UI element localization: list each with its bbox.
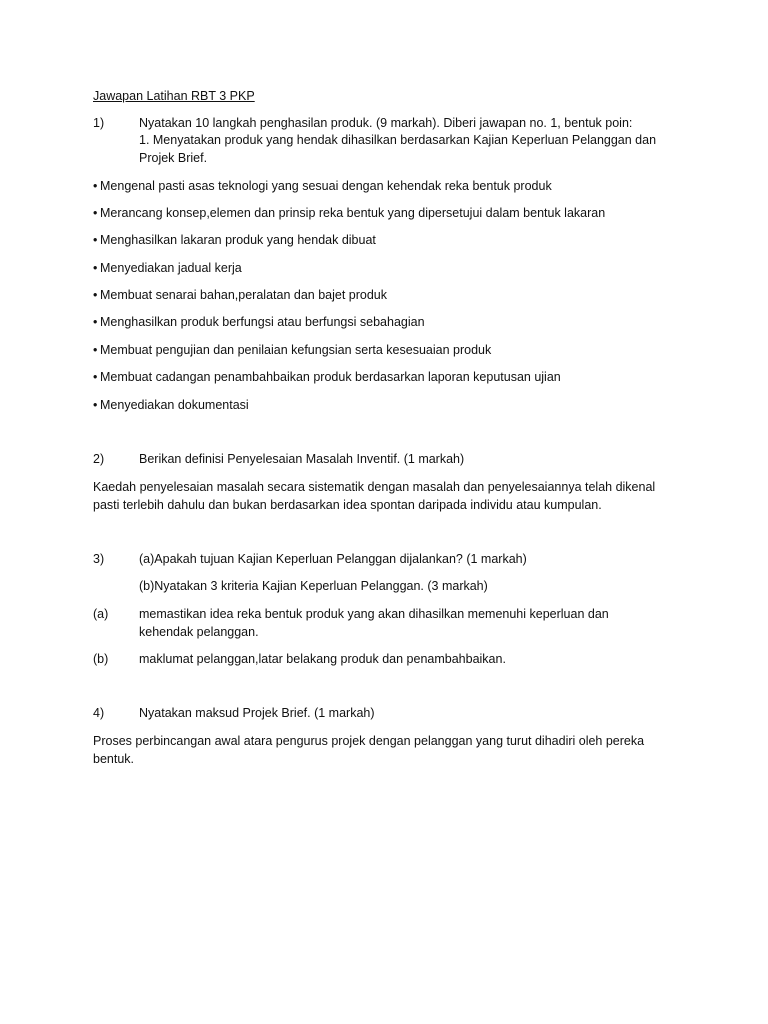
q1-bullet-text: Mengenal pasti asas teknologi yang sesuai dengan kehendak reka bentuk produk	[100, 179, 552, 193]
bullet-icon: •	[93, 315, 98, 329]
q3-answer-b: maklumat pelanggan,latar belakang produk dan penambahbaikan.	[139, 652, 506, 666]
q3-answer-a-label: (a)	[93, 607, 109, 621]
q3-question-a: (a)Apakah tujuan Kajian Keperluan Pelanggan dijalankan? (1 markah)	[139, 552, 527, 566]
bullet-icon: •	[93, 288, 98, 302]
q1-bullet-item	[93, 178, 552, 194]
bullet-icon: •	[93, 179, 98, 193]
q1-bullet-item	[93, 314, 425, 330]
q1-bullet-item	[93, 342, 491, 358]
q1-bullet-item	[93, 369, 561, 385]
q3-answer-a-line-2: kehendak pelanggan.	[139, 625, 259, 639]
q1-bullet-text: Menghasilkan produk berfungsi atau berfungsi sebahagian	[100, 315, 425, 329]
bullet-icon: •	[93, 398, 98, 412]
q1-bullet-item	[93, 287, 387, 303]
q1-bullet-text: Menyediakan jadual kerja	[100, 261, 242, 275]
q2-answer-line-1: Kaedah penyelesaian masalah secara sistematik dengan masalah dan penyelesaiannya telah dikenal	[93, 480, 656, 494]
q1-bullet-text: Merancang konsep,elemen dan prinsip reka bentuk yang dipersetujui dalam bentuk lakaran	[100, 206, 606, 220]
q3-number: 3)	[93, 552, 105, 566]
q1-bullet-item	[93, 232, 376, 248]
bullet-icon: •	[93, 261, 98, 275]
q1-question-line-2: 1. Menyatakan produk yang hendak dihasilkan berdasarkan Kajian Keperluan Pelanggan dan	[139, 133, 657, 147]
q1-question-line-1: Nyatakan 10 langkah penghasilan produk. (9 markah). Diberi jawapan no. 1, bentuk poin:	[139, 116, 633, 130]
q1-bullet-item	[93, 260, 242, 276]
q1-bullet-text: Membuat cadangan penambahbaikan produk berdasarkan laporan keputusan ujian	[100, 370, 561, 384]
q2-answer-line-2: pasti terlebih dahulu dan bukan berdasarkan idea spontan daripada individu atau kumpulan.	[93, 498, 602, 512]
q3-answer-a-line-1: memastikan idea reka bentuk produk yang akan dihasilkan memenuhi keperluan dan	[139, 607, 609, 621]
bullet-icon: •	[93, 233, 98, 247]
q1-bullet-item	[93, 205, 605, 221]
bullet-icon: •	[93, 343, 98, 357]
q1-bullet-item	[93, 397, 249, 413]
document-title: Jawapan Latihan RBT 3 PKP	[93, 89, 255, 103]
q3-answer-b-label: (b)	[93, 652, 109, 666]
q4-question: Nyatakan maksud Projek Brief. (1 markah)	[139, 706, 375, 720]
q1-question-line-3: Projek Brief.	[139, 151, 208, 165]
q3-question-b: (b)Nyatakan 3 kriteria Kajian Keperluan Pelanggan. (3 markah)	[139, 579, 488, 593]
q2-number: 2)	[93, 452, 105, 466]
q1-bullet-text: Membuat pengujian dan penilaian kefungsian serta kesesuaian produk	[100, 343, 492, 357]
q4-number: 4)	[93, 706, 105, 720]
q4-answer-line-2: bentuk.	[93, 752, 135, 766]
bullet-icon: •	[93, 206, 98, 220]
q1-number: 1)	[93, 116, 105, 130]
q4-answer-line-1: Proses perbincangan awal atara pengurus projek dengan pelanggan yang turut dihadiri oleh pereka	[93, 734, 645, 748]
bullet-icon: •	[93, 370, 98, 384]
q1-bullet-text: Membuat senarai bahan,peralatan dan bajet produk	[100, 288, 388, 302]
q1-bullet-text: Menyediakan dokumentasi	[100, 398, 249, 412]
q1-bullet-text: Menghasilkan lakaran produk yang hendak dibuat	[100, 233, 376, 247]
q2-question: Berikan definisi Penyelesaian Masalah Inventif. (1 markah)	[139, 452, 465, 466]
